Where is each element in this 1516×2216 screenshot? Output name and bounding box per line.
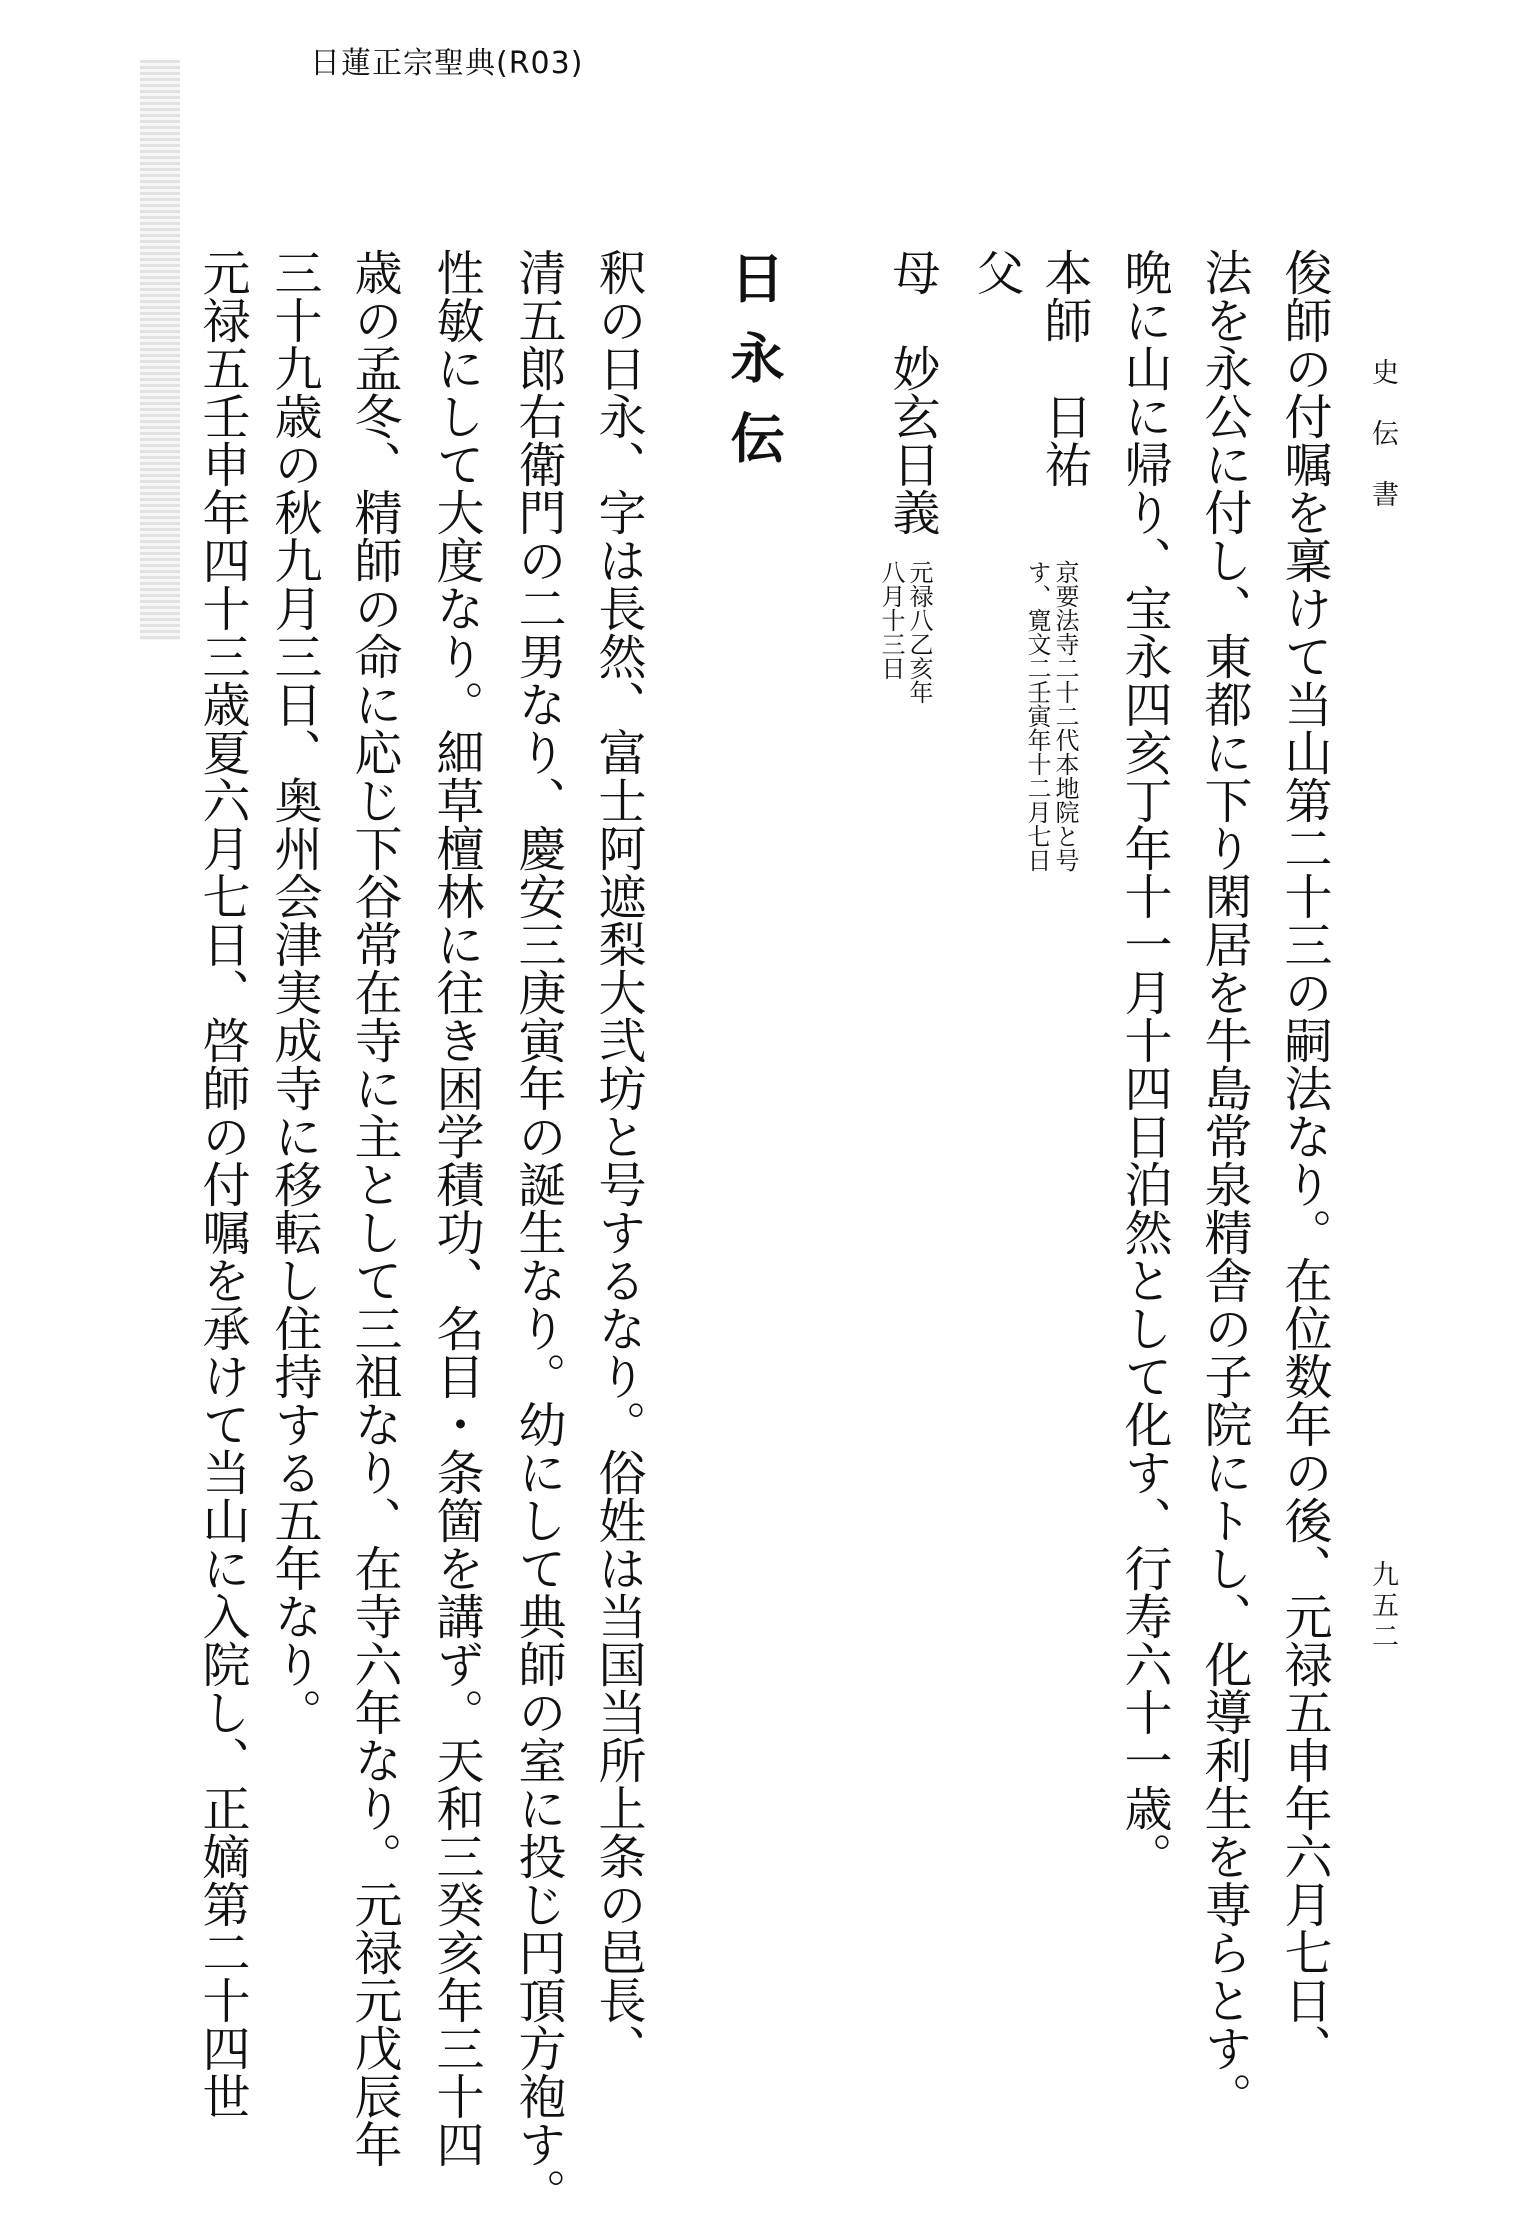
body-column: 性敏にして大度なり。細草檀林に往き困学積功、名目・条箇を講ず。天和三癸亥年三十四 (428, 248, 484, 2168)
page-number: 九五二 (1367, 1560, 1398, 1653)
annotation: 京要法寺二十二代本地院と号 (1051, 560, 1079, 872)
section-heading: 日永伝 (722, 250, 786, 490)
body-column: 元禄五壬申年四十三歳夏六月七日、啓師の付嘱を承けて当山に入院し、正嫡第二十四世 (194, 248, 250, 2120)
text-column-father: 父 (968, 248, 1024, 296)
document-title: 日蓮正宗聖典(R03) (310, 46, 584, 81)
body-column: 歳の孟冬、精師の命に応じ下谷常在寺に主として三祖なり、在寺六年なり。元禄元戊辰年 (346, 248, 402, 2168)
text-column: 俊師の付嘱を稟けて当山第二十三の嗣法なり。在位数年の後、元禄五申年六月七日、 (1276, 248, 1332, 2072)
annotation: 元禄八乙亥年 (905, 560, 933, 704)
running-head: 史伝書 (1367, 358, 1398, 541)
annotation: 八月十三日 (877, 560, 905, 680)
text-column-mother: 母 妙玄日義 (884, 248, 940, 536)
body-column: 三十九歳の秋九月三日、奥州会津実成寺に移転し住持する五年なり。 (266, 248, 322, 1736)
text-column: 法を永公に付し、東都に下り閑居を牛島常泉精舎の子院にトし、化導利生を専らとす。 (1196, 248, 1252, 2120)
body-column: 清五郎右衛門の二男なり、慶安三庚寅年の誕生なり。幼にして典師の室に投じ円頂方袍す。 (510, 248, 566, 2216)
body-column: 釈の日永、字は長然、富士阿遮梨大弐坊と号するなり。俗姓は当国当所上条の邑長、 (590, 248, 646, 2072)
text-column-honshi: 本師 日祐 (1036, 248, 1092, 488)
text-column: 晩に山に帰り、宝永四亥丁年十一月十四日泊然として化す、行寿六十一歳。 (1116, 248, 1172, 1880)
scan-shadow (140, 60, 180, 640)
annotation: す、寛文二壬寅年十二月七日 (1023, 560, 1051, 872)
